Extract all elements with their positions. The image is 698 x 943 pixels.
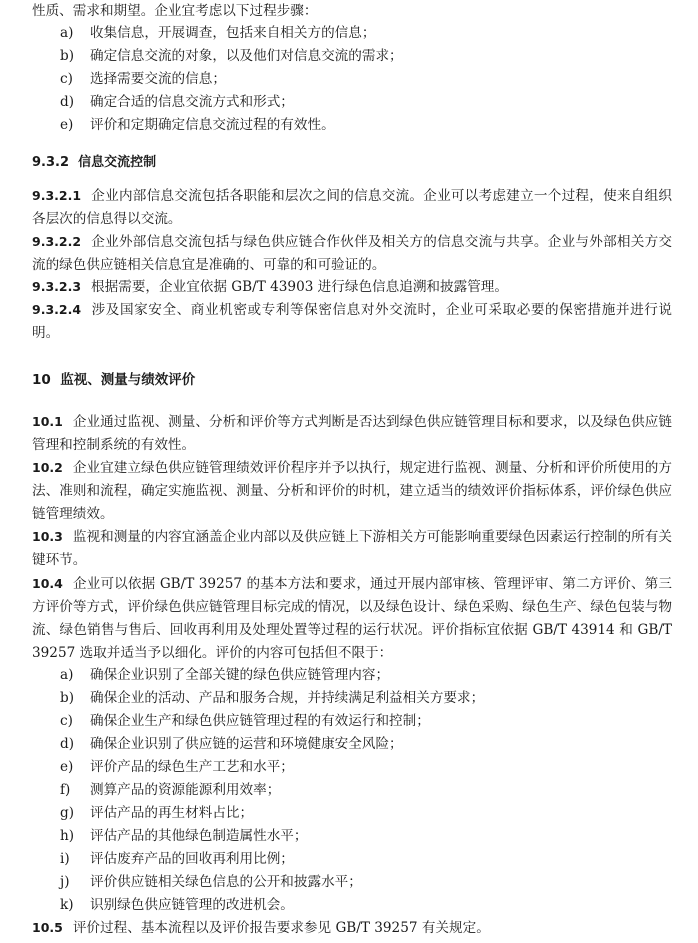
- clause-10-5: 10.5 评价过程、基本流程以及评价报告要求参见 GB/T 39257 有关规定。: [32, 920, 490, 936]
- clause-9-3-2-2: 9.3.2.2 企业外部信息交流包括与绿色供应链合作伙伴及相关方的信息交流与共享。企业与外部相关方交流的绿色供应链相关信息宜是准确的、可靠的和可验证的。: [32, 234, 672, 273]
- eval-item: e) 评价产品的绿色生产工艺和水平；: [60, 759, 294, 775]
- step-item: d) 确定合适的信息交流方式和形式；: [60, 94, 294, 110]
- clause-10-3: 10.3 监视和测量的内容宜涵盖企业内部以及供应链上下游相关方可能影响重要绿色因素运行控制的所有关键环节。: [32, 529, 672, 568]
- eval-item: g) 评估产品的再生材料占比；: [60, 805, 254, 821]
- step-item: e) 评价和定期确定信息交流过程的有效性。: [60, 117, 335, 133]
- clause-9-3-2-4: 9.3.2.4 涉及国家安全、商业机密或专利等保密信息对外交流时，企业可采取必要的保密措施并进行说明。: [32, 302, 672, 341]
- clause-10-2: 10.2 企业宜建立绿色供应链管理绩效评价程序并予以执行，规定进行监视、测量、分析和评价所使用的方法、准则和流程，确定实施监视、测量、分析和评价的时机，建立适当的绩效评价指标体系，评价绿色供应链管理绩效。: [32, 460, 672, 522]
- clause-9-3-2-1: 9.3.2.1 企业内部信息交流包括各职能和层次之间的信息交流。企业可以考虑建立一个过程，使来自组织各层次的信息得以交流。: [32, 188, 672, 227]
- eval-item: b) 确保企业的活动、产品和服务合规，并持续满足利益相关方要求；: [60, 690, 485, 706]
- eval-item: k) 识别绿色供应链管理的改进机会。: [60, 897, 294, 913]
- clause-10-1: 10.1 企业通过监视、测量、分析和评价等方式判断是否达到绿色供应链管理目标和要求，以及绿色供应链管理和控制系统的有效性。: [32, 414, 672, 453]
- eval-item: a) 确保企业识别了全部关键的绿色供应链管理内容；: [60, 667, 390, 683]
- step-item: b) 确定信息交流的对象，以及他们对信息交流的需求；: [60, 48, 403, 64]
- clause-10-4: 10.4 企业可以依据 GB/T 39257 的基本方法和要求，通过开展内部审核、管理评审、第二方评价、第三方评价等方式，评价绿色供应链管理目标完成的情况，以及绿色设计、绿色采购、绿色生产、绿色包装与物流、绿色销售与售后、回收再利用及处理处置等过程的运行状况。评价指标宜依据 GB/T 43914 和 GB/T 39257 选取并适当予以细化。评价的内容可包括但不限于：: [32, 576, 672, 661]
- eval-item: i) 评估废弃产品的回收再利用比例；: [60, 851, 294, 867]
- eval-item: c) 确保企业生产和绿色供应链管理过程的有效运行和控制；: [60, 713, 430, 729]
- step-item: a) 收集信息，开展调查，包括来自相关方的信息；: [60, 25, 376, 41]
- eval-item: h) 评估产品的其他绿色制造属性水平；: [60, 828, 308, 844]
- step-item: c) 选择需要交流的信息；: [60, 71, 226, 87]
- intro-line: 性质、需求和期望。企业宜考虑以下过程步骤：: [32, 3, 318, 19]
- eval-item: f) 测算产品的资源能源利用效率；: [60, 782, 281, 798]
- eval-item: d) 确保企业识别了供应链的运营和环境健康安全风险；: [60, 736, 403, 752]
- clause-9-3-2-3: 9.3.2.3 根据需要，企业宜依据 GB/T 43903 进行绿色信息追溯和披露管理。: [32, 279, 508, 295]
- section-heading-10: 10 监视、测量与绩效评价: [32, 372, 196, 388]
- eval-item: j) 评价供应链相关绿色信息的公开和披露水平；: [60, 874, 362, 890]
- section-heading-9-3-2: 9.3.2 信息交流控制: [32, 155, 157, 170]
